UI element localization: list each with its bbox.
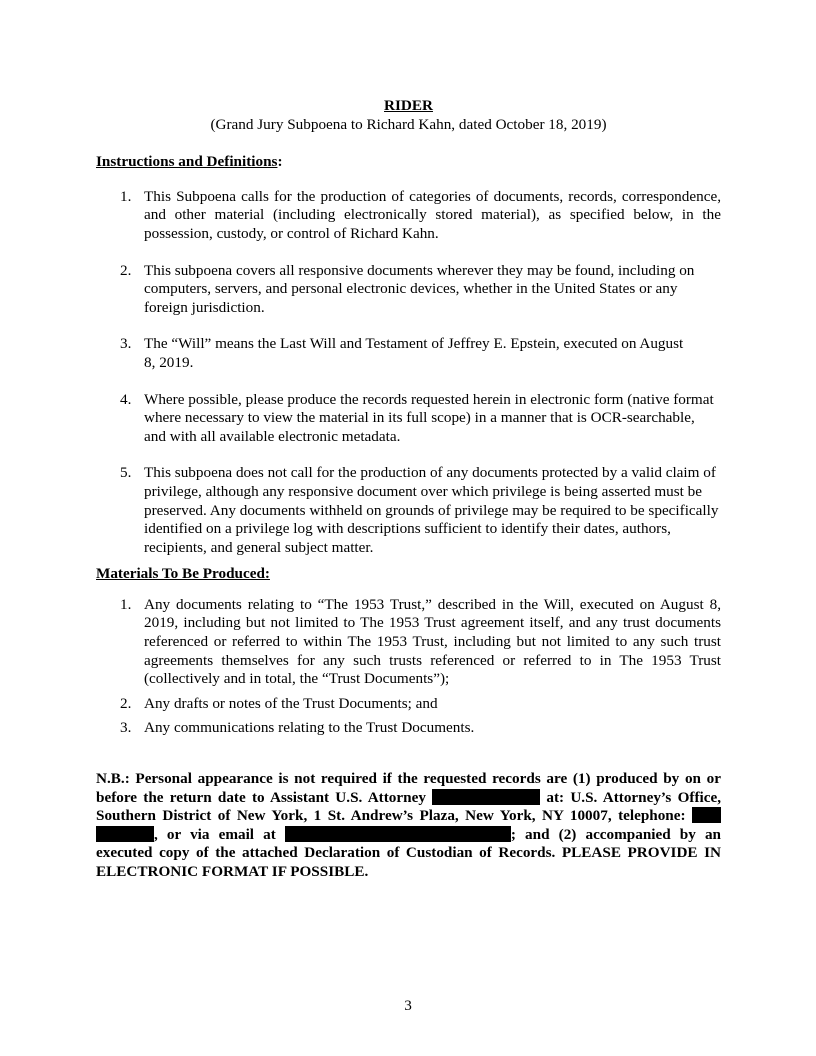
nb-notice-part4: ; and (2) accompanied by an executed copy of the attached Declaration of Custodian of Records. PLEASE PROVIDE IN ELECTRONIC FORMAT IF POSSIBLE. — [96, 825, 721, 880]
material-text: Any drafts or notes of the Trust Documents; and — [144, 694, 438, 712]
material-text: Any documents relating to “The 1953 Trust,” described in the Will, executed on August 8, 2019, including but not limited to The 1953 Trust agreement itself, and any trust documents referenced or referred to within The 1953 Trust, including but not limited to any such trust agreements themselves for any such trusts referenced or referred to in The 1953 Trust (collectively and in total, the “Trust Documents”); — [144, 595, 721, 688]
redaction-block-attorney-name — [432, 789, 540, 805]
instructions-heading — [96, 153, 721, 172]
material-item — [96, 719, 721, 738]
material-number: 3. — [120, 719, 132, 737]
materials-list — [96, 596, 721, 738]
instruction-number: 1. — [120, 187, 132, 205]
nb-notice-part3: , or via email at — [154, 825, 276, 843]
material-number: 2. — [120, 694, 132, 712]
instruction-number: 4. — [120, 390, 132, 408]
instruction-text: The “Will” means the Last Will and Testament of Jeffrey E. Epstein, executed on August 8, 2019. — [144, 335, 684, 371]
material-text: Any communications relating to the Trust Documents. — [144, 719, 475, 737]
material-item — [96, 695, 721, 714]
materials-heading-text: Materials To Be Produced: — [96, 565, 270, 583]
page-number: 3 — [404, 997, 412, 1014]
material-number: 1. — [120, 595, 132, 613]
instruction-number: 2. — [120, 261, 132, 279]
redaction-block-email — [285, 826, 511, 842]
instruction-item — [96, 262, 721, 318]
rider-subtitle: (Grand Jury Subpoena to Richard Kahn, dated October 18, 2019) — [210, 115, 607, 133]
materials-heading — [96, 565, 721, 584]
instructions-list — [96, 188, 721, 558]
instruction-text: Where possible, please produce the records requested herein in electronic form (native format where necessary to view the material in its full scope) in a manner that is OCR-searchable, and with all available electronic metadata. — [144, 390, 714, 445]
redaction-block-telephone-part2 — [96, 826, 154, 842]
instruction-item — [96, 188, 721, 244]
instructions-heading-text: Instructions and Definitions — [96, 153, 278, 171]
instruction-item — [96, 391, 721, 447]
instruction-number: 3. — [120, 335, 132, 353]
instructions-heading-colon: : — [277, 153, 283, 171]
instruction-item — [96, 464, 721, 557]
nb-notice-part1: N.B.: Personal appearance is not required if the requested records are (1) produced by on or before the return date to Assistant U.S. Attorney — [96, 770, 721, 806]
instruction-item — [96, 335, 721, 372]
instruction-text: This Subpoena calls for the production of categories of documents, records, correspondence, and other material (including electronically stored material), as specified below, in the possession, custody, or control of Richard Kahn. — [144, 187, 721, 242]
redaction-block-telephone-part1 — [692, 807, 721, 823]
document-page — [96, 97, 721, 882]
instruction-text: This subpoena covers all responsive documents wherever they may be found, including on computers, servers, and personal electronic devices, whether in the United States or any foreign jurisdiction. — [144, 261, 695, 316]
material-item — [96, 596, 721, 689]
nb-notice — [96, 770, 721, 882]
rider-title: RIDER — [384, 97, 433, 114]
nb-notice-part2: at: U.S. Attorney’s Office, Southern District of New York, 1 St. Andrew’s Plaza, New York, NY 10007, telephone: — [96, 788, 721, 825]
instruction-text: This subpoena does not call for the production of any documents protected by a valid claim of privilege, although any responsive document over which privilege is being asserted must be preserved. Any documents withheld on grounds of privilege may be required to be specifically identified on a privilege log with descriptions sufficient to identify their dates, authors, recipients, and general subject matter. — [144, 464, 719, 556]
instruction-number: 5. — [120, 464, 132, 482]
